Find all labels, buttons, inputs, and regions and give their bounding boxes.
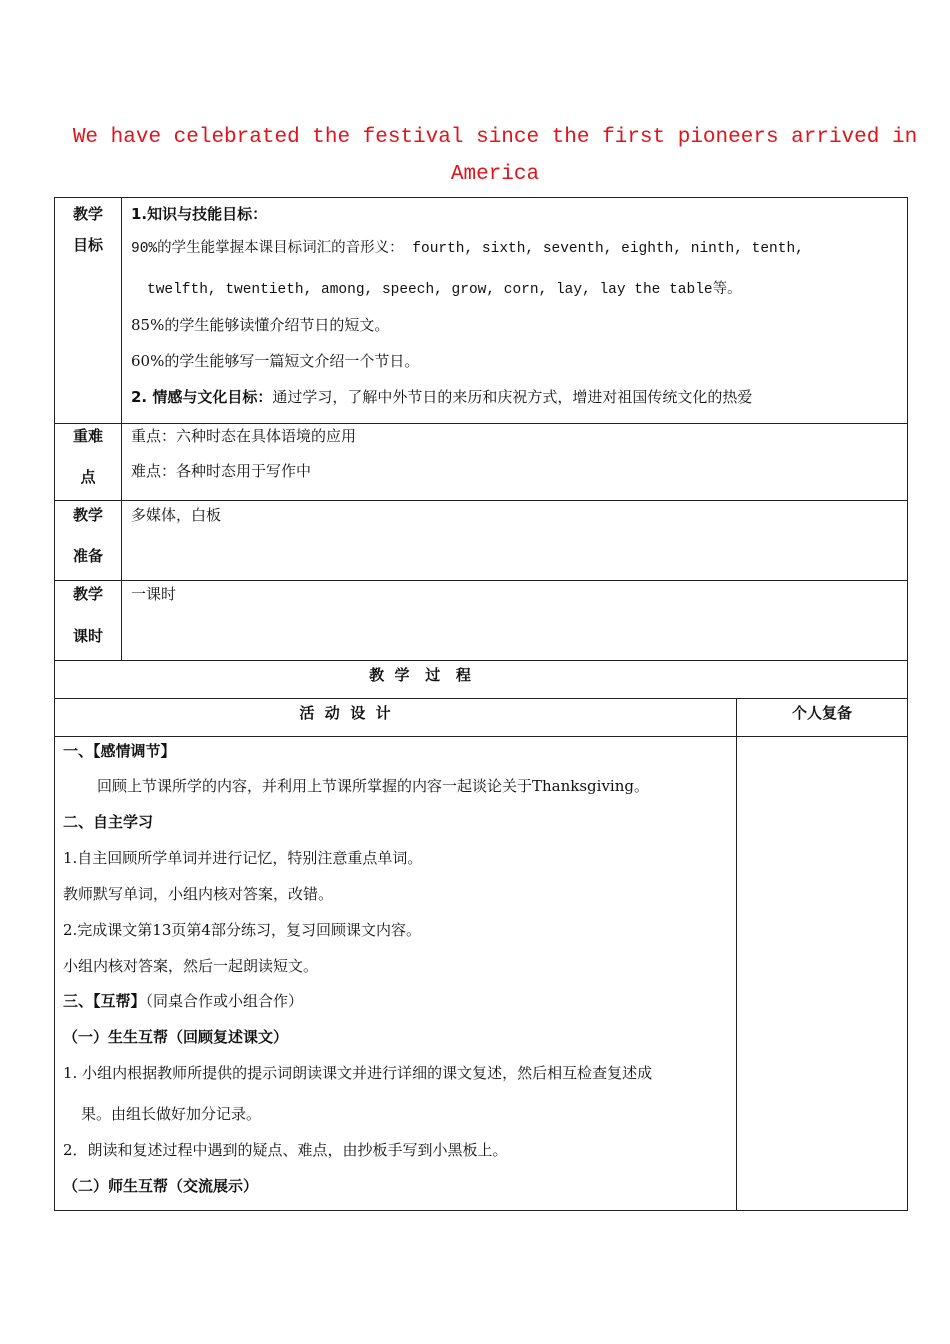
duration-text: 一课时 xyxy=(131,585,177,603)
section3-heading: 三、【互帮】 xyxy=(63,992,146,1010)
section3-heading-line xyxy=(63,991,303,1011)
keypoints-label-2: 点 xyxy=(80,468,96,486)
section3-sub2: （二）师生互帮（交流展示） xyxy=(63,1177,259,1195)
section3-note: （同桌合作或小组合作） xyxy=(145,992,304,1010)
duration-label-1: 教学 xyxy=(72,585,103,603)
preparation-label-1: 教学 xyxy=(72,506,103,524)
keypoints-label-1: 重难 xyxy=(72,427,103,445)
objectives-vocab-line2: twelfth, twentieth, among, speech, grow, corn, lay, lay the table等。 xyxy=(147,282,742,298)
document-title-line1: We have celebrated the festival since the first pioneers arrived in xyxy=(72,126,918,149)
row-divider xyxy=(55,580,907,581)
objectives-heading-2: 2. 情感与文化目标： xyxy=(131,388,273,406)
objectives-heading-1: 1.知识与技能目标： xyxy=(131,205,268,223)
row-divider xyxy=(55,698,907,699)
section2-item1: 1.自主回顾所学单词并进行记忆，特别注意重点单词。 xyxy=(63,849,423,867)
section3-item1: 1. 小组内根据教师所提供的提示词朗读课文并进行详细的课文复述，然后相互检查复述成 xyxy=(63,1064,653,1082)
section1-heading: 一、【感情调节】 xyxy=(63,742,176,760)
preparation-text: 多媒体，白板 xyxy=(131,506,222,524)
lesson-plan-table xyxy=(54,197,908,1211)
objectives-emotion-line xyxy=(131,387,752,407)
row-divider xyxy=(55,660,907,661)
section1-text: 回顾上节课所学的内容，并利用上节课所掌握的内容一起谈论关于Thanksgiving。 xyxy=(97,777,649,795)
process-header: 教 学 过 程 xyxy=(369,666,471,684)
preparation-label-2: 准备 xyxy=(72,547,103,565)
personal-review-header: 个人复备 xyxy=(791,704,852,722)
section2-item1b: 教师默写单词，小组内核对答案，改错。 xyxy=(63,885,334,903)
section2-heading: 二、自主学习 xyxy=(63,813,154,831)
label-column-divider xyxy=(121,198,122,660)
row-divider xyxy=(55,500,907,501)
activity-design-header: 活 动 设 计 xyxy=(299,704,391,722)
objectives-vocab-line1: 90%的学生能掌握本课目标词汇的音形义： fourth, sixth, seventh, eighth, ninth, tenth, xyxy=(131,241,804,257)
objectives-goal-85: 85%的学生能够读懂介绍节日的短文。 xyxy=(131,316,390,334)
keypoints-difficulty: 难点：各种时态用于写作中 xyxy=(131,462,312,480)
objectives-label-2: 目标 xyxy=(72,236,103,254)
objectives-heading-2-text: 通过学习，了解中外节日的来历和庆祝方式，增进对祖国传统文化的热爱 xyxy=(272,388,753,406)
objectives-label-1: 教学 xyxy=(72,205,103,223)
document-title-line2: America xyxy=(450,163,540,186)
row-divider xyxy=(55,736,907,737)
section2-item2b: 小组内核对答案，然后一起朗读短文。 xyxy=(63,957,319,975)
section3-sub1: （一）生生互帮（回顾复述课文） xyxy=(63,1028,289,1046)
personal-column-divider xyxy=(736,698,737,1211)
row-divider xyxy=(55,423,907,424)
section3-item1b: 果。由组长做好加分记录。 xyxy=(81,1105,262,1123)
duration-label-2: 课时 xyxy=(72,627,103,645)
section2-item2: 2.完成课文第13页第4部分练习，复习回顾课文内容。 xyxy=(63,921,421,939)
section3-item2: 2．朗读和复述过程中遇到的疑点、难点，由抄板手写到小黑板上。 xyxy=(63,1141,508,1159)
objectives-goal-60: 60%的学生能够写一篇短文介绍一个节日。 xyxy=(131,352,420,370)
keypoints-focus: 重点：六种时态在具体语境的应用 xyxy=(131,427,357,445)
